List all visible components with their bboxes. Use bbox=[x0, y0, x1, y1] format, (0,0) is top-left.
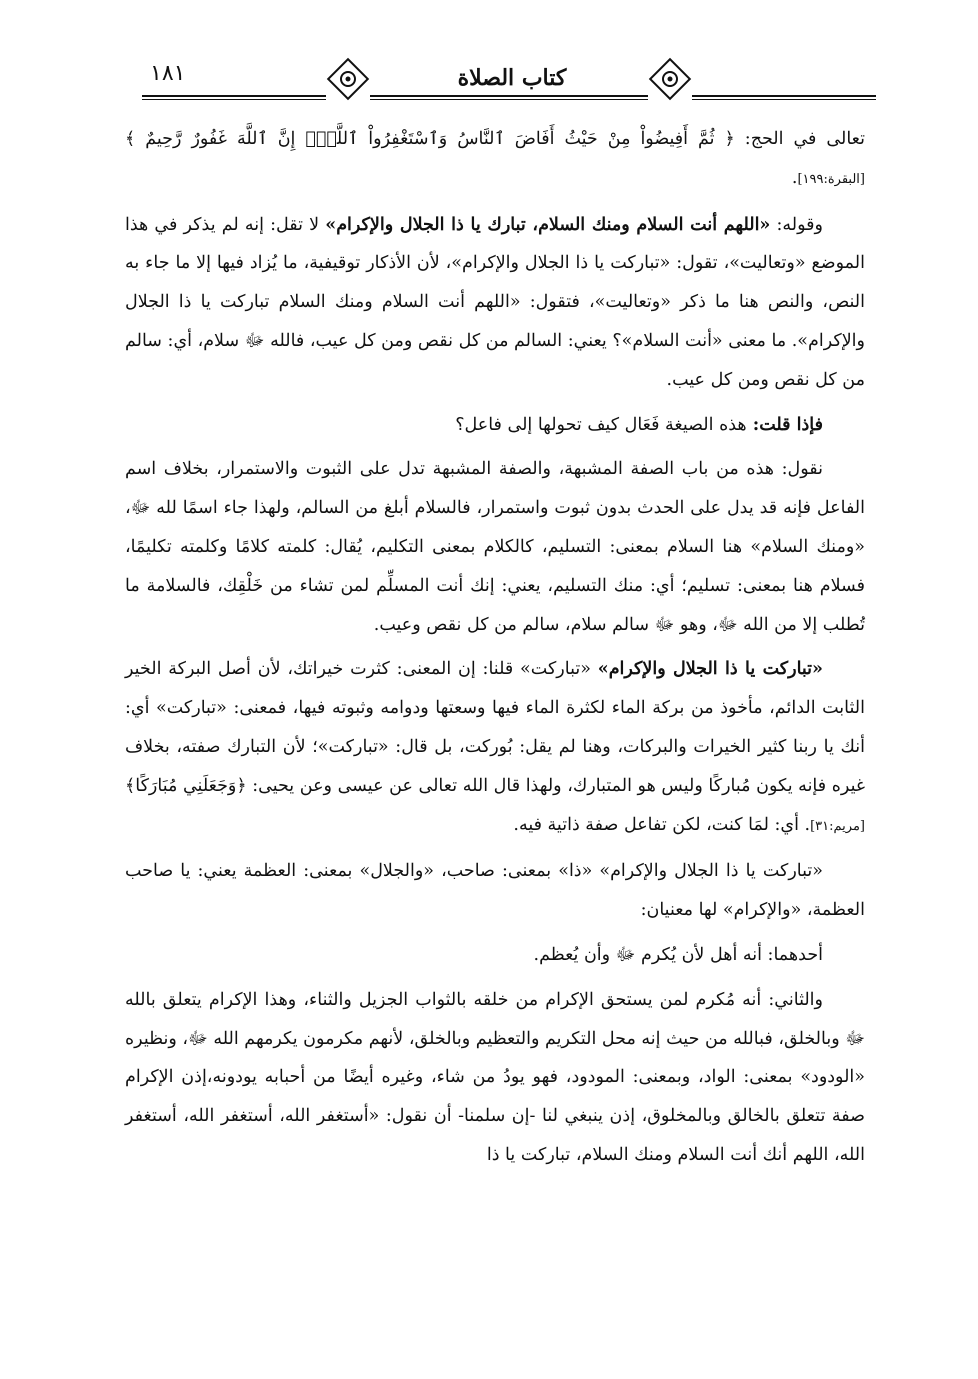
text-run: «تباركت يا ذا الجلال والإكرام» «ذا» بمعنى: صاحب، «والجلال» بمعنى: العظمة يعني: يا صاحب العظمة، «والإكرام» لها معنيان: bbox=[125, 861, 865, 921]
paragraph bbox=[125, 406, 865, 445]
text-run: «اللهم أنت السلام ومنك السلام، تبارك يا ذا الجلال والإكرام» bbox=[325, 214, 771, 235]
ornament-icon bbox=[648, 57, 692, 101]
text-run: «تباركت» قلنا: إن المعنى: كثرت خيراتك، لأن أصل البركة الخير الثابت الدائم، مأخوذ من بركة الماء لكثرة الماء فيها وسعتها ودوامه وثبوته فيها، فمعنى: «تباركت» أي: أنك يا ربنا كثير الخيرات والبركات، وهنا لم يقل: بُوركت، بل قال: «تباركت»؛ لأن التبارك صفته، بخلاف غيره فإنه يكون مُباركًا وليس هو المتبارك، ولهذا قال الله تعالى عن عيسى وعن يحيى: bbox=[125, 659, 866, 796]
text-run: والثاني: أنه مُكرم لمن يستحق الإكرام من خلقه بالثواب الجزيل والثناء، وهذا الإكرام يتعلق بالله ﷻ وبالخلق، فبالله من حيث إنه محل التكريم والتعظيم وبالخلق، لأنهم مكرمون يكرمهم الله ﷻ، ونظيره «الودود» بمعنى: الواد، وبمعنى: المودود، فهو يودُ من شاء، وغيره أيضًا من أحبابه يودونه،إذن الإكرام صفة تتعلق بالخالق وبالمخلوق، إذن ينبغي لنا -إن سلمنا- أن نقول: «أستغفر الله، أستغفر الله، أستغفر الله، اللهم أنك أنت السلام ومنك السلام، تباركت يا ذا bbox=[125, 989, 865, 1165]
quran-verse: ﴿وَجَعَلَنِي مُبَارَكًا﴾ bbox=[125, 775, 247, 796]
text-run: . أي: لمَا كنت، لكن تفاعل صفة ذاتية فيه. bbox=[513, 814, 811, 835]
quran-verse: ﴿ ثُمَّ أَفِيضُواْ مِنْ حَيْثُ أَفَاضَ ٱلنَّاسُ وَٱسْتَغْفِرُواْ ٱللَّهَۚ إِنَّ ٱللَّهَ غَفُورٌ رَّحِيمٌ ﴾ bbox=[125, 129, 735, 149]
paragraph bbox=[125, 120, 865, 200]
text-run: هذه الصيغة فَعَال كيف تحولها إلى فاعل؟ bbox=[455, 414, 747, 435]
verse-citation: [البقرة:١٩٩] bbox=[797, 171, 865, 187]
header-rule-thin bbox=[142, 99, 876, 100]
text-run: فإذا قلت: bbox=[746, 414, 823, 435]
running-title: كتاب الصلاة bbox=[432, 65, 592, 91]
page-number: ١٨١ bbox=[150, 61, 186, 86]
header-rule bbox=[142, 95, 876, 97]
verse-citation: [مريم:٣١] bbox=[810, 818, 865, 834]
paragraph bbox=[125, 450, 865, 644]
page-header bbox=[142, 55, 876, 105]
text-run: «تباركت يا ذا الجلال والإكرام» bbox=[597, 659, 823, 680]
text-run: نقول: هذه من باب الصفة المشبهة، والصفة المشبهة تدل على الثبوت والاستمرار، بخلاف اسم الفاعل فإنه قد يدل على الحدث بدون ثبوت واستمرار، فالسلام أبلغ من السالم، ولهذا جاء اسمًا لله ﷻ، «ومنك السلام» هنا السلام بمعنى: التسليم، كالكلام بمعنى التكليم، يُقال: كلمته كلامًا وكلمته تكليمًا، فسلام هنا بمعنى: تسليم؛ أي: منك التسليم، يعني: إنك أنت المسلِّم لمن تشاء من خَلْقِك، فالسلامة ما تُطلب إلا من الله ﷻ، وهو ﷻ سالم سلام، سالم من كل نقص وعيب. bbox=[125, 459, 865, 635]
text-run: . bbox=[791, 167, 798, 188]
text-run: تعالى في الحج: bbox=[734, 129, 865, 149]
body-text bbox=[125, 120, 865, 1175]
paragraph bbox=[125, 650, 865, 846]
text-run: لا تقل: إنه لم يذكر في هذا الموضع «وتعاليت»، تقول: «تباركت يا ذا الجلال والإكرام»، لأن الأذكار توقيفية، ما يُزاد فيها إلا ما جاء به النص، والنص هنا ما ذكر «وتعاليت»، فتقول: «اللهم أنت السلام ومنك السلام تباركت يا ذا الجلال والإكرام». ما معنى «أنت السلام»؟ يعني: السالم من كل نقص ومن كل عيب، فالله ﷻ سلام، أي: سالم من كل نقص ومن كل عيب. bbox=[125, 214, 865, 390]
paragraph bbox=[125, 981, 865, 1175]
ornament-icon bbox=[326, 57, 370, 101]
paragraph bbox=[125, 852, 865, 930]
paragraph bbox=[125, 936, 865, 975]
text-run: وقوله: bbox=[770, 214, 823, 235]
paragraph bbox=[125, 206, 865, 400]
text-run: أحدهما: أنه أهل لأن يُكرم ﷻ وأن يُعظم. bbox=[533, 944, 823, 965]
